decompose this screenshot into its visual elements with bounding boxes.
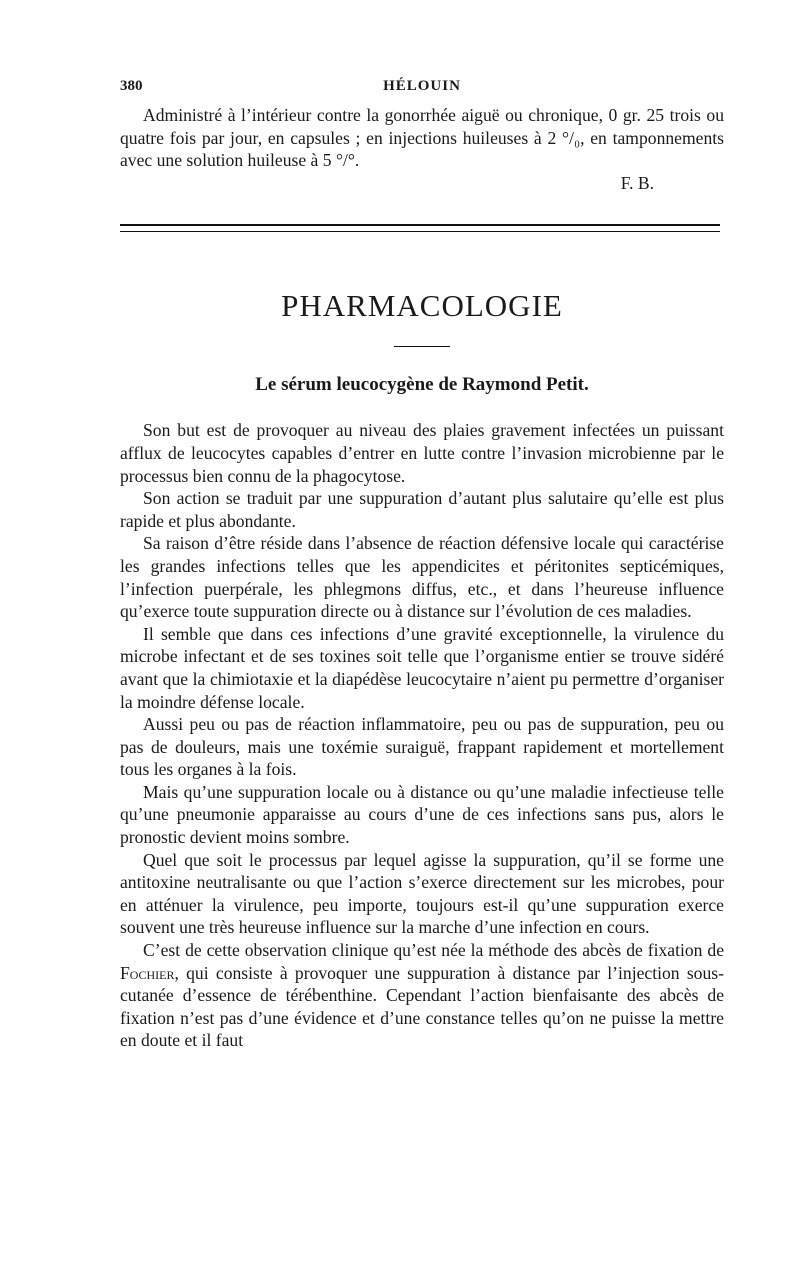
running-title: HÉLOUIN	[383, 78, 461, 94]
author-name: Fochier	[120, 962, 175, 983]
section-divider	[120, 224, 720, 232]
previous-article-paragraph: Administré à l’intérieur contre la gonorrhée aiguë ou chronique, 0 gr. 25 trois ou quatre fois par jour, en capsules ; en injections huileuses à 2 °/₀, en tamponnements avec une solution huileuse à 5 °/°.	[120, 105, 724, 171]
author-signature: F. B.	[620, 172, 654, 193]
article-paragraph: Son but est de provoquer au niveau des plaies gravement infectées un puissant afflux de leucocytes capables d’entrer en lutte contre l’invasion microbienne par le processus bien connu de la phagocytose.	[120, 420, 724, 486]
paragraph-text: C’est de cette observation clinique qu’est née la méthode des abcès de fixation de	[143, 940, 724, 961]
paragraph-text: , qui consiste à provoquer une suppuration à distance par l’injection sous-cutanée d’essence de térébenthine. Cependant l’action bienfaisante des abcès de fixation n’est pas d’une évidence et d’une constance telles qu’on ne puisse la mettre en doute et il faut	[120, 962, 724, 1051]
article-paragraph: Sa raison d’être réside dans l’absence de réaction défensive locale qui caractérise les grandes infections telles que les appendicites et péritonites septicémiques, l’infection puerpérale, les phlegmons diffus, etc., et dans l’heureuse influence qu’exerce toute suppuration directe ou à distance sur l’évolution de ces maladies.	[120, 533, 724, 622]
article-title: Le sérum leucocygène de Raymond Petit.	[255, 374, 589, 396]
article-paragraph: Son action se traduit par une suppuration d’autant plus salutaire qu’elle est plus rapide et plus abondante.	[120, 488, 724, 531]
article-paragraph: Il semble que dans ces infections d’une gravité exceptionnelle, la virulence du microbe infectant et de ses toxines soit telle que l’organisme entier se trouve sidéré avant que la chimiotaxie et la diapédèse leucocytaire n’aient pu permettre d’organiser la moindre défense locale.	[120, 623, 724, 712]
article-paragraph: Aussi peu ou pas de réaction inflammatoire, peu ou pas de suppuration, peu ou pas de douleurs, mais une toxémie suraiguë, frappant rapidement et mortellement tous les organes à la fois.	[120, 714, 724, 780]
page-number: 380	[120, 78, 143, 94]
running-head	[120, 78, 724, 104]
section-heading: PHARMACOLOGIE	[281, 288, 563, 324]
book-page	[120, 78, 724, 1052]
article-paragraph: Quel que soit le processus par lequel agisse la suppuration, qu’il se forme une antitoxine neutralisante ou que l’action s’exerce directement sur les microbes, pour en atténuer la virulence, peu importe, toujours est-il qu’une suppuration exerce souvent une très heureuse influence sur la marche d’une infection en cours.	[120, 849, 724, 938]
heading-underline	[394, 346, 450, 347]
article-paragraph: Mais qu’une suppuration locale ou à distance ou qu’une maladie infectieuse telle qu’une pneumonie apparaisse au cours d’une de ces infections sans pus, alors le pronostic devient moins sombre.	[120, 781, 724, 848]
article-paragraph-last	[120, 939, 724, 1052]
